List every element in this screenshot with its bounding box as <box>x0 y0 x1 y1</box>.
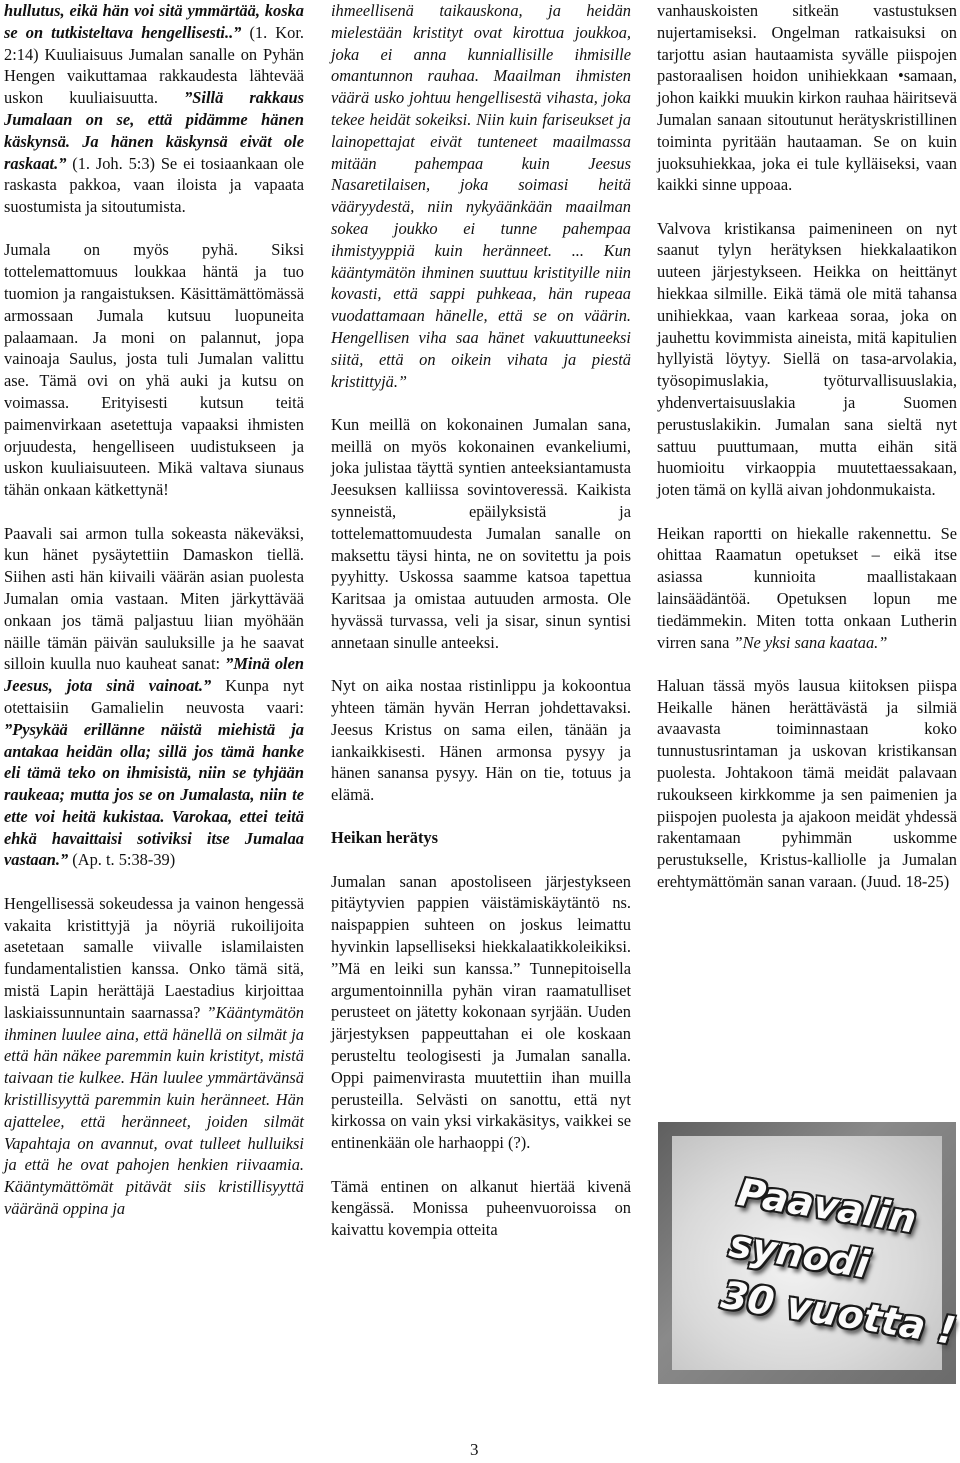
quote-text: ”Sillä rakkaus Jumalaan on se, että pidämme hänen käskynsä. Ja hänen käskynsä eivät ole raskaat.” <box>4 88 304 173</box>
paragraph <box>4 893 304 1220</box>
paragraph: Valvova kristikansa paimenineen on nyt saanut tylyn herätyksen hiekkalaatikon uuteen järjestykseen. Heikka on heittänyt hiekkaa silmille. Eikä tämä ole mitä tahansa unihiekkaa, vaan karkeaa soraa, joka on jauhettu kovimmista aineista, mitä kapitulien hyllyistä löytyy. Siellä on tasa-arvolakia, työsopimuslakia, työturvallisuuslakia, yhdenvertaisuuslakia ja Suomen perustuslakikin. Jumalan sana sieltä nyt sattuu puuttumaan, mutta eihän sitä huomioitu virkaoppia muutettaessakaan, joten tämä on kyllä aivan johdonmukaista. <box>657 218 957 500</box>
text-column-3 <box>657 0 957 893</box>
quote-text: ”Pysykää erillänne näistä miehistä ja antakaa heidän olla; sillä jos tämä hanke eli tämä teko on ihmisistä, niin se tyhjään raukeaa; mutta jos se on Jumalasta, niin te ette voi heitä kukistaa. Varokaa, ettei teitä ehkä havaittaisi sotiviksi itse Jumalaa vastaan.” <box>4 719 304 870</box>
body-text: (1. Kor. 2:14) Kuuliaisuus Jumalan sanalle on Pyhän Hengen vaikuttamaa rakkaudesta lähtevää uskon kuuliaisuutta. <box>4 22 304 108</box>
graphic-background <box>672 1136 959 1370</box>
graphic-line: 30 vuotta ! <box>718 1272 959 1354</box>
quote-text: ”Ne yksi sana kaataa.” <box>733 632 888 652</box>
paragraph: Tämä entinen on alkanut hiertää kivenä kengässä. Monissa puheenvuoroissa on kaivattu kovempia otteita <box>331 1176 631 1240</box>
paragraph: Haluan tässä myös lausua kiitoksen piispa Heikalle hänen herättävästä ja silmiä avaavasta toiminnastaan koko tunnustusrintaman ja uskovan kristikansan puolesta. Johtakoon tämä meidät palavaan rukoukseen kirkkomme ja sen paimenien ja piispojen puolesta ja ajakoon meidät yhdessä rakentamaan pyhimmän uskomme perustukselle, Kristus-kalliolle ja Jumalan erehtymättömän sanan varaan. (Juud. 18-25) <box>657 675 957 891</box>
paragraph <box>657 523 957 654</box>
quote-text: ”Minä olen Jeesus, jota sinä vainoat.” <box>4 654 304 696</box>
section-heading: Heikan herätys <box>331 828 438 848</box>
paragraph: Kun meillä on kokonainen Jumalan sana, meillä on myös kokonainen evankeliumi, joka julistaa täyttä syntien anteeksiantamusta Jeesuksen kalliissa sovintoveressä. Kaikista synneistä, epäilyksistä ja tottelemattomuudesta Jumalan sanalle on maksettu täysi hinta, ne on sovitettu ja pois pyyhitty. Uskossa saamme katsoa tapettua Karitsaa ja omistaa autuuden armosta. Ole hyvässä turvassa, veli ja sisar, sinun syntisi annetaan sinulle anteeksi. <box>331 414 631 652</box>
text-column-1 <box>4 0 304 1220</box>
graphic-lettering <box>718 1166 959 1354</box>
quote-text: ”Kääntymätön ihminen luulee aina, että hänellä on silmät ja että hän näkee paremmin kuin kristityt, mistä taivaan tie kulkee. Hän luulee ymmärtävänsä kristillisyyttä paremmin kuin heränneet. Hän ajattelee, että heränneet, joiden silmät Vapahtaja on avannut, ovat tulleet hulluiksi ja että he ovat pahojen henkien riivaamia. Kääntymättömät pitävät siis kristillisyyttä vääränä oppina ja <box>4 1002 304 1218</box>
synod-anniversary-graphic <box>658 1122 959 1384</box>
paragraph: Jumala on myös pyhä. Siksi tottelemattomuus loukkaa häntä ja tuo tuomion ja rangaistuksen. Käsittämättömässä armossaan Jumala kutsuu luopuneita palaamaan. Ja moni on palannut, jopa vainoaja Saulus, josta tuli Jumalan valittu ase. Tämä ovi on yhä auki ja kutsu on voimassa. Erityisesti kutsun teitä paimenvirkaan asetettuja vapaaksi ihmisten orjuudesta, hengelliseen uudistukseen ja uskon kuuliaisuuteen. Mikä valtava siunaus tähän onkaan kätkettynä! <box>4 240 304 500</box>
paragraph: Jumalan sanan apostoliseen järjestykseen pitäytyvien pappien väistämiskäytäntö ns. naispappien suhteen on joskus leimattu hyvinkin lapselliseksi hiekkalaatikkoleikiksi. ”Mä en leiki sun kanssa.” Tunnepitoisella argumentoinnilla pyhän viran raamatulliset perusteet on jätetty kokonaan syrjään. Uuden järjestyksen pappeuttahan ei ole koskaan perusteltu teologisesti ja Jumalan sanalla. Oppi paimenvirasta muutettiin ihan muilla perusteilla. Selvästi on sanottu, että nyt kirkossa on vain yksi virkakäsitys, vaikkei se entinenkään ole harhaoppi (?). <box>331 871 631 1153</box>
paragraph <box>4 0 304 218</box>
body-text: Hengellisessä sokeudessa ja vainon hengessä vakaita kristittyjä ja nöyriä rukoilijoita asetetaan samalle viivalle islamilaisten fundamentalistien kanssa. Onko tämä sitä, mistä Lapin herättäjä Laestadius kirjoittaa laskiaissunnuntain saarnassa? <box>4 893 304 1022</box>
paragraph: Nyt on aika nostaa ristinlippu ja kokoontua yhteen tämän hyvän Herran johdettavaksi. Jeesus Kristus on sama eilen, tänään ja iankaikkisesti. Hänen armonsa pysyy ja hänen sanansa pysyy. Hän on tie, totuus ja elämä. <box>331 676 631 805</box>
paragraph <box>4 523 304 872</box>
body-text: (1. Joh. 5:3) Se ei tosiaankaan ole raskasta pakkoa, vaan iloista ja vapaata suostumista ja sitoutumista. <box>4 153 304 217</box>
graphic-line: synodi <box>726 1221 873 1287</box>
body-text: (Ap. t. 5:38-39) <box>68 850 176 870</box>
quote-paragraph: ihmeellisenä taikauskona, ja heidän mielestään kristityt ovat kirottua joukkoa, joka ei anna kunniallisille ihmisille omantunnon rauhaa. Maailman ihmisten väärä usko johtuu hengellisestä vihasta, joka tekee heidät sokeiksi. Niin kuin fariseukset ja lainopettajat eivät tunteneet maailmassa mitään pahempaa kuin Jeesus Nasaretilaisen, joka soimasi heitä vääryydestä, niin nykyäänkään maailman sokea joukko ei tunne pahempaa ihmistyyppiä kuin heränneet. ... Kun kääntymätön ihminen suuttuu kristityille niin kovasti, että sappi puhkeaa, hän rupeaa vuodattamaan hänelle, että se on väärin. Hengellisen viha saa hänet vakuuttuneeksi siitä, että on oikein vihata ja piestä kristittyjä.” <box>331 1 631 391</box>
quote-text: hullutus, eikä hän voi sitä ymmärtää, koska se on tutkisteltava hengellisesti..” <box>4 1 304 42</box>
graphic-line: Paavalin <box>734 1169 920 1242</box>
body-text: Paavali sai armon tulla sokeasta näkeväksi, kun hänet pysäytettiin Damaskon tiellä. Siihen asti hän kiivaili väärän asian puolesta Jumalan omia vastaan. Miten järkyttävää onkaan jos tämä paljastuu liian myöhään näille tämän päivän sauluksille ja he saavat silloin kuulla nuo kauheat sanat: <box>4 523 304 674</box>
text-column-2 <box>331 0 631 1241</box>
paragraph: vanhauskoisten sitkeän vastustuksen nujertamiseksi. Ongelman ratkaisuksi on tarjottu asian hautaamista syvälle piispojen pastoraalisen hoidon unihiekkaan •samaan, johon kaikki muukin kirkon rauhaa häiritsevä Jumalan sanaan sitoutunut herätyskristillinen toiminta pyritään hautaaman. Se on kuin juoksuhiekkaa, joka ei tule kylläiseksi, vaan kaikki sinne uppoaa. <box>657 1 957 195</box>
body-text: Heikan raportti on hiekalle rakennettu. Se ohittaa Raamatun opetukset – eikä itse asiassa kunnioita maallistakaan lainsäädäntöä. Opetuksen lopun me tiedämmekin. Miten totta onkaan Lutherin virren sana <box>657 523 957 652</box>
body-text: Kunpa nyt otettaisiin Gamalielin neuvosta vaari: <box>4 676 304 717</box>
page-number: 3 <box>470 1440 479 1459</box>
